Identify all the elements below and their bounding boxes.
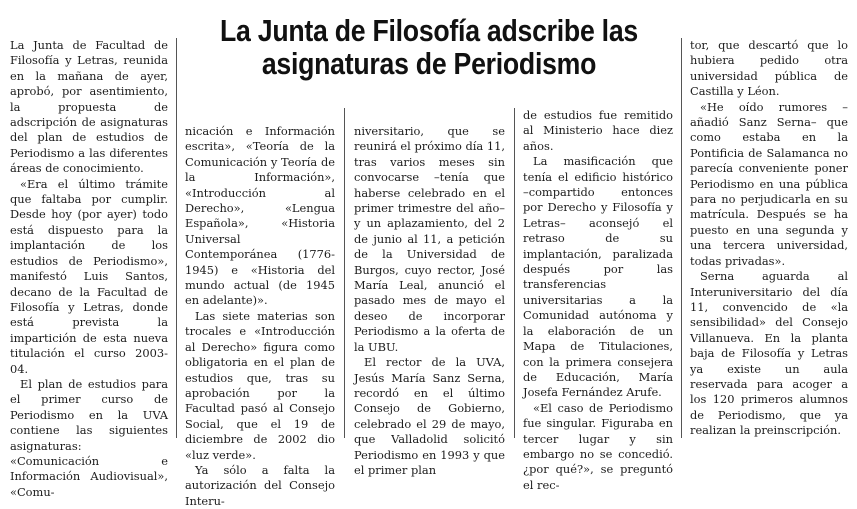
column-rule xyxy=(176,38,177,438)
column-rule xyxy=(344,108,345,438)
paragraph: «El caso de Periodismo fue singular. Figuraba en tercer lugar y sin embargo no se concedió. ¿por qué?», se preguntó el rec- xyxy=(523,400,673,492)
headline-line-1: La Junta de Filosofía adscribe las xyxy=(220,13,638,48)
headline-line-2: asignaturas de Periodismo xyxy=(261,46,597,81)
article-column-2 xyxy=(185,124,335,509)
paragraph: Serna aguarda al Interuniversitario del día 11, convencido de «la sensibilidad» del Consejo Villanueva. En la planta baja de Filosofía y Letras ya existe un aula reservada para acoger a los 120 primeros alumnos de Periodismo, que ya realizan la preinscripción. xyxy=(690,269,848,438)
paragraph: nicación e Información escrita», «Teoría de la Comunicación y Teoría de la Información», «Introducción al Derecho», «Lengua Española», «Historia Universal Contemporánea (1776-1945) e «Historia del mundo actual (de 1945 en adelante)». xyxy=(185,124,335,308)
paragraph: La masificación que tenía el edificio histórico –compartido entonces por Derecho y Filosofía y Letras– aconsejó el retraso de su implantación, paralizada después por las transferencias universitarias a la Comunidad autónoma y la elaboración de un Mapa de Titulaciones, con la primera consejera de Educación, María Josefa Fernández Arufe. xyxy=(523,154,673,400)
article-headline xyxy=(217,14,642,80)
paragraph: tor, que descartó que lo hubiera pedido otra universidad pública de Castilla y Léon. xyxy=(690,38,848,99)
paragraph: «He oído rumores –añadió Sanz Serna– que como estaba en la Pontificia de Salamanca no parecía conveniente poner Periodismo en una pública para no perjudicarla en su matrícula. Después se ha puesto en una segunda y una tercera universidad, todas privadas». xyxy=(690,99,848,268)
paragraph: Ya sólo a falta la autorización del Consejo Interu- xyxy=(185,462,335,508)
article-column-1 xyxy=(10,38,168,500)
paragraph: de estudios fue remitido al Ministerio hace diez años. xyxy=(523,108,673,153)
paragraph: niversitario, que se reunirá el próximo día 11, tras varios meses sin convocarse –tenía que haberse celebrado en el primer trimestre del año– y un aplazamiento, del 2 de junio al 11, a petición de la Universidad de Burgos, cuyo rector, José María Leal, anunció el pasado mes de mayo el deseo de incorporar Periodismo a la oferta de la UBU. xyxy=(354,124,505,354)
column-rule xyxy=(514,108,515,438)
paragraph: El rector de la UVA, Jesús María Sanz Serna, recordó en el último Consejo de Gobierno, celebrado el 29 de mayo, que Valladolid solicitó Periodismo en 1993 y que el primer plan xyxy=(354,355,505,477)
paragraph: La Junta de Facultad de Filosofía y Letras, reunida en la mañana de ayer, aprobó, por asentimiento, la propuesta de adscripción de asignaturas del plan de estudios de Periodismo a las diferentes áreas de conocimiento. xyxy=(10,38,168,176)
article-column-5 xyxy=(690,38,848,439)
paragraph: El plan de estudios para el primer curso de Periodismo en la UVA contiene las siguientes asignaturas: «Comunicación e Información Audiovisual», «Comu- xyxy=(10,376,168,499)
paragraph: «Era el último trámite que faltaba por cumplir. Desde hoy (por ayer) todo está dispuesto para la implantación de los estudios de Periodismo», manifestó Luis Santos, decano de la Facultad de Filosofía y Letras, donde está prevista la impartición de esta nueva titulación el curso 2003-04. xyxy=(10,176,168,376)
article-column-3 xyxy=(354,124,505,478)
paragraph: Las siete materias son trocales e «Introducción al Derecho» figura como obligatoria en el plan de estudios que, tras su aprobación por la Facultad pasó al Consejo Social, que el 19 de diciembre de 2002 dio «luz verde». xyxy=(185,308,335,462)
article-column-4 xyxy=(523,108,673,493)
column-rule xyxy=(681,38,682,438)
